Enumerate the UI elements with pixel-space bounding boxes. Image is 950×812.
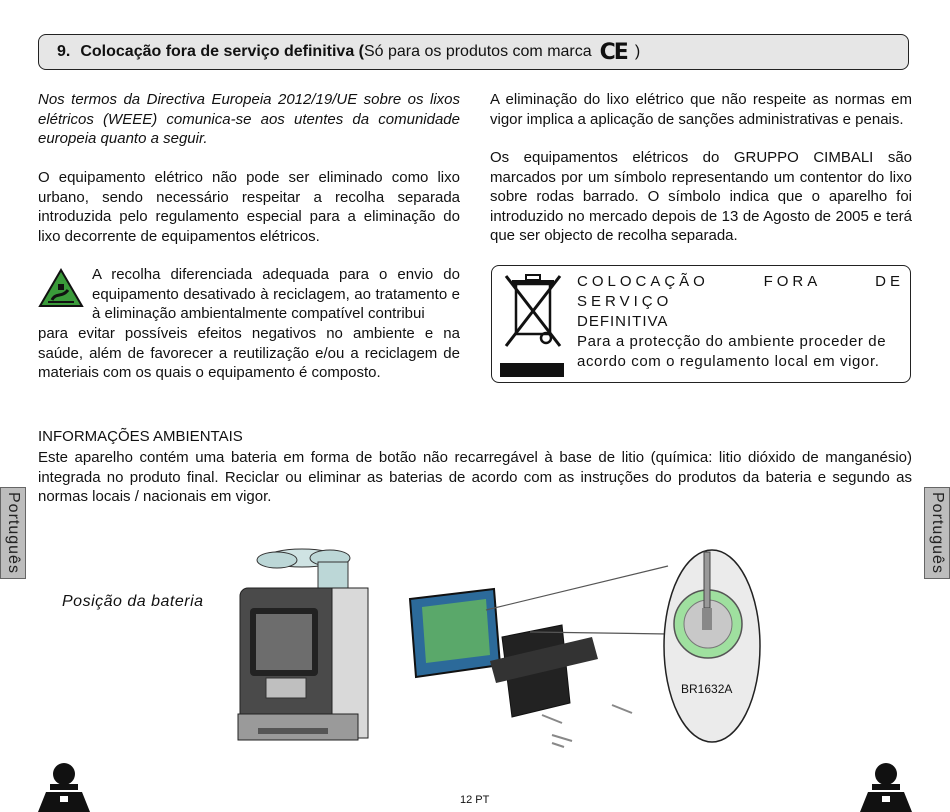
section-title-close: )	[634, 43, 641, 60]
weee-notice-text	[577, 272, 904, 372]
barista-icon-right	[858, 762, 914, 812]
battery-label: BR1632A	[681, 682, 733, 696]
callout-lines	[480, 560, 680, 640]
barista-icon-left	[36, 762, 92, 812]
coffee-machine-illustration	[232, 548, 382, 760]
left-paragraph-2-rest: para evitar possíveis efeitos negativos no ambiente e na saúde, além de favorecer a reutilização e/ou a reciclagem de materiais com os quais o equipamento é composto.	[38, 325, 460, 381]
environment-heading: INFORMAÇÕES AMBIENTAIS	[38, 428, 243, 445]
right-paragraph-2: Os equipamentos elétricos do GRUPPO CIMBALI são marcados por um símbolo representando um contentor do lixo sobre rodas barrado. O símbolo indica que o aparelho foi introduzido no mercado depois de 13 de Agosto de 2005 e terá que ser objecto de recolha separada.	[490, 149, 912, 244]
environment-text: Este aparelho contém uma bateria em forma de botão não recarregável à base de litio (química: litio dióxido de manganésio) integrada no produto final. Reciclar ou eliminar as baterias de acordo com as instruções do produtos da bateria e segundo as normas locais / nacionais em vigor.	[38, 449, 912, 505]
section-header	[38, 34, 909, 70]
section-title: Colocação fora de serviço definitiva (	[80, 43, 364, 60]
page-number: 12 PT	[460, 794, 490, 806]
section-title-note: Só para os produtos com marca	[363, 43, 592, 60]
figure-caption: Posição da bateria	[62, 593, 204, 610]
language-tab-left: Português	[0, 487, 26, 579]
weee-body: Para a protecção do ambiente proceder de acordo com o regulamento local em vigor.	[577, 333, 887, 370]
weee-title: COLOCAÇÃO FORA DE SERVIÇO	[577, 273, 904, 310]
language-tab-right: Português	[924, 487, 950, 579]
battery-detail-circle	[662, 548, 762, 744]
crossed-bin-icon	[500, 272, 566, 378]
left-paragraph-1: O equipamento elétrico não pode ser eliminado como lixo urbano, sendo necessário respeitar a recolha separada introduzida pelo regulamento especial para a eliminação do lixo decorrente de equipamentos elétricos.	[38, 169, 460, 245]
ce-mark: CE	[599, 39, 627, 65]
recycle-warning-icon	[38, 268, 84, 308]
weee-title-line-2: DEFINITIVA	[577, 313, 669, 330]
left-paragraph-2-wrap: A recolha diferenciada adequada para o envio do equipamento desativado à reciclagem, ao tratamento e à eliminação ambientalmente compatível contribui	[92, 266, 460, 322]
right-paragraph-1: A eliminação do lixo elétrico que não respeite as normas em vigor implica a aplicação de sanções administrativas e penais.	[490, 91, 912, 128]
intro-text: Nos termos da Directiva Europeia 2012/19/UE sobre os lixos elétricos (WEEE) comunica-se aos utentes da comunidade europeia quanto a seguir.	[38, 91, 460, 147]
section-number: 9.	[57, 43, 71, 60]
